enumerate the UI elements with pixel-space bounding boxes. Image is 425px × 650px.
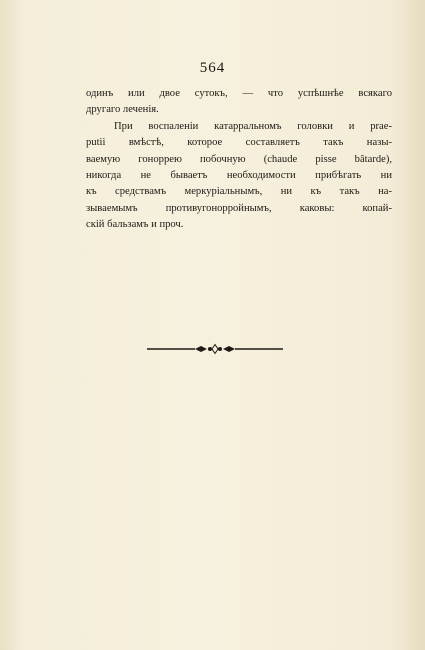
paragraph-1 [86, 86, 392, 119]
text-line: зываемымъ противугонорройнымъ, каковы: копай- [86, 202, 392, 214]
body-text [86, 86, 392, 234]
text-line: При воспаленіи катарральномъ головки и praе- [114, 120, 392, 132]
paragraph-2 [86, 119, 392, 234]
text-line: никогда не бываетъ необходимости прибѣгать ни [86, 169, 392, 181]
text-line: putii вмѣстѣ, которое составляетъ такъ назы- [86, 137, 392, 149]
ornament-divider-icon [145, 343, 285, 355]
text-line: къ средствамъ меркуріальнымъ, ни къ такъ на- [86, 186, 392, 198]
text-line: другаго леченія. [86, 104, 159, 116]
text-line: скій бальзамъ и проч. [86, 219, 184, 231]
text-line: ваемую гоноррею побочную (chaude pisse bâtarde), [86, 153, 392, 165]
text-line: одинъ или двое сутокъ, — что успѣшнѣе всякаго [86, 88, 392, 99]
page-number: 564 [199, 60, 226, 76]
